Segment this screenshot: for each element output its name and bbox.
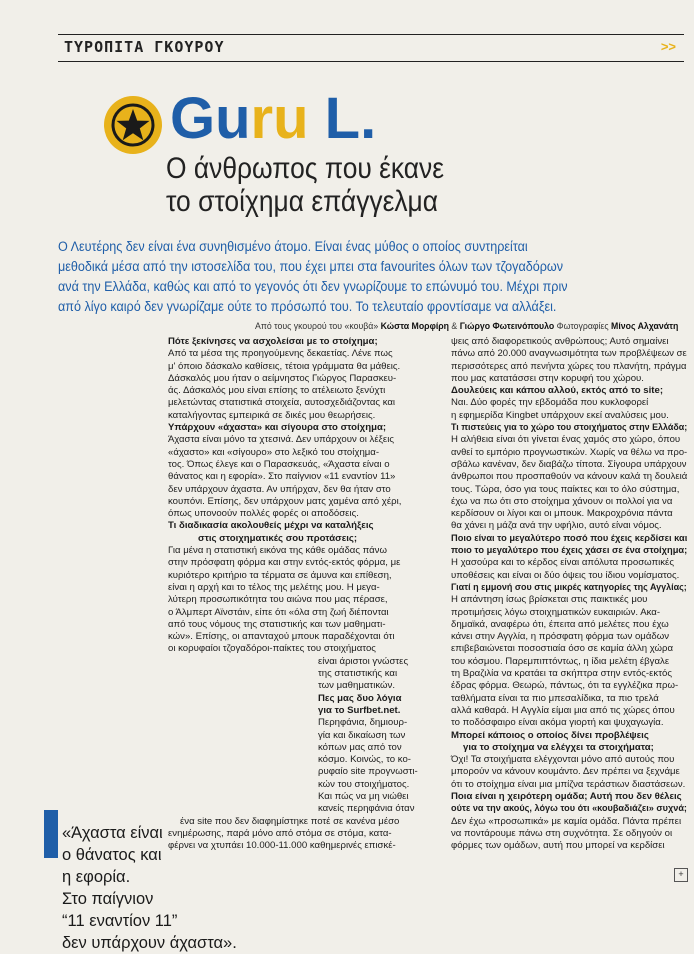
interview-question-line: ποιο το μεγαλύτερο που έχεις χάσει σε ένα στοίχημα; [451, 545, 688, 557]
interview-question-line: Τι πιστεύεις για το χώρο του στοιχήματος στην Ελλάδα; [451, 422, 688, 434]
body-text-line: τους. Τώρα, όσο για τους παίκτες και το όλο σύστημα, [451, 483, 680, 495]
body-text-line: Ναι. Δύο φορές την εβδομάδα που κυκλοφορεί [451, 397, 649, 409]
pullquote-line: Στο παίγνιον [62, 890, 154, 908]
body-text-line: από τους νόμους της στατιστικής και των μαθηματι- [168, 618, 386, 630]
body-text-line: έδρας φόρμα. Θεωρώ, πάντως, ότι τα εγγλέζικα πρω- [451, 680, 679, 692]
body-text-line: κόπων μας από τον [318, 741, 402, 753]
body-text-line: δημαϊκά, αναφέρω ότι, έπειτα από μελέτες που έχω [451, 618, 669, 630]
body-text-line: κών». Επίσης, οι απανταχού μπουκ παραδέχονται ότι [168, 631, 395, 643]
body-text-line: η εφημερίδα Kingbet υπάρχουν εκεί αναλύσεις μου. [451, 409, 669, 421]
body-text-line: θάνατος και η εφορία». Στο παίγνιον «11 εναντίον 11» [168, 471, 396, 483]
body-text-line: Δεν έχω «προσωπικά» με καμία ομάδα. Πάντα πρέπει [451, 815, 682, 827]
section-header [58, 34, 684, 62]
interview-question-line: για το στοίχημα να ελέγχει τα στοιχήματα; [463, 741, 654, 753]
lede-line: μεθοδικά μέσα από την ιστοσελίδα του, που έχει μπει στα favourites όλων των τζογαδόρων [58, 259, 564, 274]
author-1: Κώστα Μορφίρη [380, 321, 449, 331]
body-text-line: κόσμο. Κοινώς, το κο- [318, 754, 411, 766]
body-text-line: περισσότερες από πενήντα χώρες του πλανήτη, πράγμα [451, 360, 687, 372]
body-text-line: άνθρωποι που προσπαθούν να κάνουν καλά τη δουλειά [451, 471, 688, 483]
body-text-line: προτιμήσεις λόγω στοιχηματικών ευκαιριών. Ακα- [451, 606, 661, 618]
body-text-line: Για μένα η στατιστική εικόνα της κάθε ομάδας πάνω [168, 545, 387, 557]
interview-question-line: Ποια είναι η χειρότερη ομάδα; Αυτή που δεν θέλεις [451, 790, 682, 802]
body-text-line: Η αλήθεια είναι ότι γίνεται ένας χαμός στο χώρο, όπου [451, 434, 681, 446]
body-text-line: τος. Όπως έλεγε και ο Παρασκευάς, «Άχαστα είναι ο [168, 458, 390, 470]
headline-part-2: ru [250, 86, 309, 151]
body-text-line: μ' όποιο δάσκαλο καθίσεις, τέτοια γράμματα θα μάθεις. [168, 360, 401, 372]
photo-label: Φωτογραφίες [553, 321, 611, 331]
body-text-line: υποθέσεις και είναι οι δύο όψεις του ίδιου νομίσματος. [451, 569, 680, 581]
body-text-line: Η χασούρα και το κέρδος είναι απόλυτα προσωπικές [451, 557, 674, 569]
body-text-line: κουπόνι. Επίσης, δεν υπάρχουν ματς χαμένα από χέρι, [168, 495, 402, 507]
interview-question-line: Ποιο είναι το μεγαλύτερο ποσό που έχεις κερδίσει και [451, 532, 688, 544]
body-text-line: Από τα μέσα της προηγούμενης δεκαετίας. Λένε πως [168, 348, 393, 360]
body-text-line: κυριότερο κριτήριο τα τέρματα σε άμυνα και επίθεση, [168, 569, 392, 581]
pullquote-line: “11 εναντίον 11” [62, 912, 178, 930]
body-text-line: είναι η αρχή και το τέλος της μελέτης μου. Η μεγα- [168, 581, 380, 593]
pullquote-line: η εφορία. [62, 868, 131, 886]
body-text-line: αλλά καθαρά. Η Αγγλία είμαι μια από τις χώρες όπου [451, 704, 675, 716]
body-text-line: άς. Δάσκαλός μου είναι επίσης το ατέλειωτο ξενύχτι [168, 385, 386, 397]
lede-line: Ο Λευτέρης δεν είναι ένα συνηθισμένο άτομο. Είναι ένας μύθος ο οποίος συντηρείται [58, 239, 528, 254]
body-text-line: Περηφάνια, δημιουρ- [318, 717, 408, 729]
author-2: Γιώργο Φωτεινόπουλο [459, 321, 554, 331]
body-text-line: φέρνει να χτυπάει 10.000-11.000 καθημερινές επισκέ- [168, 840, 396, 852]
interview-question-line: Γιατί η εμμονή σου στις μικρές κατηγορίες της Αγγλίας; [451, 581, 687, 593]
body-text-line: του κόσμου. Παρεμπιπτόντως, η ίδια μελέτη έβγαλε [451, 655, 670, 667]
interview-question-line: Πότε ξεκίνησες να ασχολείσαι με το στοίχημα; [168, 336, 378, 347]
lede-line: ανά την Ελλάδα, καθώς και από το γεγονός ότι δεν γνωρίζουμε το επώνυμό του. Μέχρι πριν [58, 279, 568, 294]
body-text-line: μπορούν να κάνουν κουμάντο. Δεν πρέπει να ξεχνάμε [451, 766, 680, 778]
body-text-line: Δάσκαλός μου ήταν ο αείμνηστος Γιώργος Παρασκευ- [168, 372, 397, 384]
body-text-line: ανθεί το εμπόριο προγνωστικών. Χωρίς να θέλω να προ- [451, 446, 688, 458]
body-text-line: ρυφαίο site προγνωστι- [318, 766, 418, 778]
body-text-line: σβάλω κανέναν, δεν διαβάζω τίποτα. Σίγουρα υπάρχουν [451, 458, 687, 470]
headline-part-1: Gu [170, 86, 251, 151]
subtitle-line-1: Ο άνθρωπος που έκανε [166, 152, 445, 185]
body-text-line: κανείς περηφάνια όταν [318, 803, 415, 815]
body-text-line: δεν υπάρχουν άχαστα. Αν υπήρχαν, δεν θα ήταν στο [168, 483, 391, 495]
body-text-line: ψεις από διαφορετικούς ανθρώπους; Αυτό σημαίνει [451, 336, 669, 347]
body-text-line: κάνει στην Αγγλία, η πρόσφατη φόρμα των ομάδων [451, 631, 669, 643]
body-text-line: «άχαστο» και «σίγουρο» στο λεξικό του στοίχημα- [168, 446, 380, 458]
body-text-line: είναι άριστοι γνώστες [318, 655, 409, 667]
article-column-2 [451, 336, 691, 852]
star-icon [104, 96, 162, 154]
lede-paragraph [58, 237, 660, 317]
pullquote-accent-bar [44, 810, 58, 858]
body-text-line: οι κορυφαίοι τζογαδόροι-παίκτες του στοιχήματος [168, 643, 376, 655]
body-text-line: Η απάντηση ίσως βρίσκεται στις παικτικές μου [451, 594, 648, 606]
body-text-line: στην πρόσφατη φόρμα και στην εντός-εκτός φόρμα, με [168, 557, 401, 569]
body-text-line: επιβεβαιώνεται ποσοστιαία όσο σε καμία άλλη χώρα [451, 643, 674, 655]
page-end-mark: + [674, 868, 688, 882]
chevron-right-icon: >> [660, 39, 676, 54]
interview-question-line: Δουλεύεις και κάπου αλλού, εκτός από το site; [451, 385, 664, 397]
body-text-line: της στατιστικής και [318, 668, 398, 680]
body-text-line: το ποδόσφαιρο είναι ακόμα γιορτή και ψυχαγωγία. [451, 717, 664, 729]
body-text-line: Και πώς να μη νιώθει [318, 790, 409, 802]
headline-title [170, 84, 376, 154]
body-text-line: έχω να πω ότι στο στοίχημα χάνουν οι πολλοί για να [451, 495, 673, 507]
interview-question-line: Μπορεί κάποιος ο οποίος δίνει προβλέψεις [451, 729, 649, 741]
section-title: ΤΥΡΟΠΙΤΑ ΓΚΟΥΡΟΥ [64, 38, 225, 56]
body-text-line: λύτερη προσωπικότητα του αιώνα που μας πέρασε, [168, 594, 388, 606]
body-text-line: ένα site που δεν διαφημίστηκε ποτέ σε κανένα μέσο [180, 815, 400, 827]
body-text-line: τη Βραζιλία να κρατάει τα σκήπτρα στην εντός-εκτός [451, 668, 672, 680]
photographer: Μίνος Αλχανάτη [610, 321, 678, 331]
body-text-line: να ποντάρουμε πάνω στη συχνότητα. Σε οδηγούν οι [451, 827, 673, 839]
body-text-line: φόρμες των ομάδων, αυτή που μπορεί να κερδίσει [451, 840, 665, 852]
interview-question-line: στις στοιχηματικές σου προτάσεις; [198, 532, 358, 544]
lede-line: από λίγο καιρό δεν γνωρίζαμε ούτε το πρόσωπό του. Το τελευταίο φροντίσαμε να αλλάξει. [58, 299, 557, 314]
body-text-line: καταλήγοντας εμπειρικά σε δικές μου θεωρήσεις. [168, 409, 376, 421]
pullquote-line: ο θάνατος και [62, 846, 162, 864]
body-text-line: γία και δικαίωση των [318, 729, 406, 741]
article-credits [255, 321, 678, 331]
interview-question-line: Πες μας δυο λόγια [318, 692, 402, 704]
headline-part-3: L. [308, 86, 377, 151]
body-text-line: ότι το στοίχημα είναι μια μπίζνα τεράστιων διαστάσεων. [451, 778, 686, 790]
body-text-line: κών του στοιχήματος. [318, 778, 410, 790]
body-text-line: μελετώντας στατιστικά στοιχεία, αυτοσχεδιάζοντας και [168, 397, 396, 409]
interview-question-line: Υπάρχουν «άχαστα» και σίγουρα στο στοίχημα; [168, 422, 387, 434]
body-text-line: πάνω από 20.000 αναγνωσιμότητα των προβλέψεων σε [451, 348, 687, 360]
interview-question-line: για το Surfbet.net. [318, 704, 401, 716]
headline-subtitle [166, 152, 444, 218]
pullquote [62, 822, 237, 954]
body-text-line: ταθλήματα είναι τα πιο μπεσαλίδικα, τα πιο τρελά [451, 692, 659, 704]
interview-question-line: Τι διαδικασία ακολουθείς μέχρι να καταλήξεις [168, 520, 374, 532]
body-text-line: που μας κατατάσσει στην κορυφή του χώρου. [451, 372, 644, 384]
body-text-line: όπως υπονοούν πολλές φορές οι αποδόσεις. [168, 508, 359, 520]
body-text-line: Όχι! Τα στοιχήματα ελέγχονται μόνο από αυτούς που [451, 754, 675, 766]
credits-amp: & [448, 321, 460, 331]
body-text-line: ο Άλμπερτ Αϊνστάιν, είπε ότι «όλα στη ζωή διέπονται [168, 606, 389, 618]
body-text-line: Άχαστα είναι μόνο τα χτεσινά. Δεν υπάρχουν οι λέξεις [168, 434, 394, 446]
body-text-line: κερδίσουν οι λίγοι και οι μπουκ. Μακροχρόνια πάντα [451, 508, 673, 520]
pullquote-line: «Άχαστα είναι [62, 824, 163, 842]
body-text-line: ενημέρωσης, παρά μόνο από στόμα σε στόμα, κατα- [168, 827, 392, 839]
credits-prefix: Από τους γκουρού του «κουβά» [254, 321, 381, 331]
subtitle-line-2: το στοίχημα επάγγελμα [166, 185, 439, 218]
interview-question-line: ούτε να την ακούς, λόγω του ότι «κουβαδιάζει» συχνά; [451, 803, 687, 815]
article-column-1 [168, 336, 440, 852]
body-text-line: των μαθηματικών. [318, 680, 395, 692]
body-text-line: θα χάνει η μάζα ανά την υφήλιο, αυτό είναι νόμος. [451, 520, 662, 532]
pullquote-line: δεν υπάρχουν άχαστα». [62, 934, 237, 952]
